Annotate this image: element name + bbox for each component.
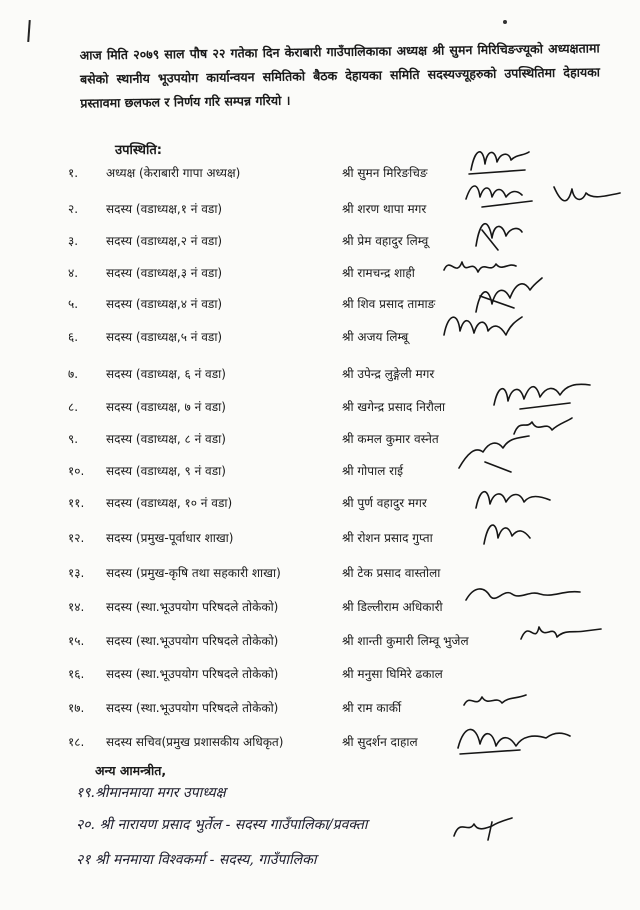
row-number: १. [68,166,79,180]
member-role: सदस्य (वडाध्यक्ष,४ नं वडा) [106,297,223,311]
ink-dot [503,20,507,24]
row-number: १५. [68,634,85,648]
row-number: १०. [68,464,85,478]
signature-10 [455,432,535,477]
member-role: सदस्य (प्रमुख-पूर्वाधार शाखा) [106,531,234,545]
member-role: सदस्य (वडाध्यक्ष,२ नं वडा) [106,234,223,248]
row-number: ४. [68,266,79,280]
member-role: सदस्य (स्था.भूउपयोग परिषदले तोकेको) [106,701,279,715]
member-name: श्री रामचन्द्र शाही [342,266,415,280]
signature-3 [468,210,528,255]
member-role: अध्यक्ष (केराबारी गापा अध्यक्ष) [106,166,241,180]
row-number: ११. [68,496,85,510]
member-name: श्री सुदर्शन दाहाल [342,735,418,749]
row-number: ८. [68,400,79,414]
row-number: ३. [68,234,79,248]
member-name: श्री पुर्ण वहादुर मगर [342,496,427,510]
signature-18 [450,718,575,763]
member-name: श्री शिव प्रसाद तामाङ [342,297,436,311]
row-number: १३. [68,566,85,580]
attendance-row [0,696,640,718]
signature-1 [465,140,535,180]
member-role: सदस्य (स्था.भूउपयोग परिषदले तोकेको) [106,667,279,681]
signature-17 [460,685,530,715]
member-name: श्री मनुसा घिमिरे ढकाल [342,667,443,681]
attendance-row [0,662,640,684]
signature-15 [515,615,605,650]
row-number: ६. [68,330,79,344]
member-name: श्री शरण थापा मगर [342,202,427,216]
attendance-heading: उपस्थिति: [115,143,162,158]
member-role: सदस्य (स्था.भूउपयोग परिषदले तोकेको) [106,600,279,614]
member-name: श्री कमल कुमार वस्नेत [342,432,439,446]
row-number: १८. [68,735,85,749]
member-name: श्री रोशन प्रसाद गुप्ता [342,531,433,545]
row-number: ९. [68,432,79,446]
attendance-row [0,229,640,251]
member-name: श्री टेक प्रसाद वास्तोला [342,566,441,580]
member-name: श्री अजय लिम्बू [342,330,409,344]
signature-12 [478,508,538,553]
invited-heading: अन्य आमन्त्रीत, [95,763,167,778]
member-role: सदस्य (स्था.भूउपयोग परिषदले तोकेको) [106,634,279,648]
row-number: ५. [68,297,79,311]
invited-entry: १९.श्रीमानमाया मगर उपाध्यक्ष [76,785,226,801]
member-role: सदस्य (वडाध्यक्ष, १० नं वडा) [106,496,233,510]
member-role: सदस्य (प्रमुख-कृषि तथा सहकारी शाखा) [106,566,281,580]
invited-entry: २०. श्री नारायण प्रसाद भुर्तेल - सदस्य गाउँपालिका/प्रवक्ता [76,817,368,833]
member-name: श्री उपेन्द्र लुङ्गेली मगर [342,367,435,381]
row-number: १२. [68,531,85,545]
member-name: श्री प्रेम वहादुर लिम्वू [342,234,429,248]
member-role: सदस्य (वडाध्यक्ष, ६ नं वडा) [106,367,226,381]
member-role: सदस्य (वडाध्यक्ष,३ नं वडा) [106,266,223,280]
row-number: १७. [68,701,85,715]
row-number: २. [68,202,79,216]
row-number: १४. [68,600,85,614]
margin-pen-mark [27,20,31,42]
member-name: श्री खगेन्द्र प्रसाद निरौला [342,400,446,414]
signature-20 [448,812,518,847]
member-name: श्री राम कार्की [342,701,402,715]
member-name: श्री डिल्लीराम अधिकारी [342,600,443,614]
member-role: सदस्य (वडाध्यक्ष, ८ नं वडा) [106,432,226,446]
row-number: ७. [68,367,79,381]
member-role: सदस्य (वडाध्यक्ष, ९ नं वडा) [106,464,226,478]
signature-14 [460,580,585,610]
member-role: सदस्य (वडाध्यक्ष,५ नं वडा) [106,330,223,344]
member-name: श्री शान्ती कुमारी लिम्वू भुजेल [342,634,469,648]
attendance-row [0,325,640,347]
signature-8 [490,375,595,415]
row-number: १६. [68,667,85,681]
member-role: सदस्य (वडाध्यक्ष,१ नं वडा) [106,202,223,216]
member-role: सदस्य (वडाध्यक्ष, ७ नं वडा) [106,400,226,414]
member-role: सदस्य सचिव(प्रमुख प्रशासकीय अधिकृत) [106,735,284,749]
member-name: श्री गोपाल राई [342,464,404,478]
invited-entry: २१ श्री मनमाया विश्वकर्मा - सदस्य, गाउँपालिका [76,852,317,868]
intro-paragraph: आज मिति २०७९ साल पौष २२ गतेका दिन केराबारी गाउँपालिकाका अध्यक्ष श्री सुमन मिरिचिङज्यूको अध्यक्षतामा बसेको स्थानीय भूउपयोग कार्यान्वयन समितिको बैठक देहायका समिति सदस्यज्यूहरुको उपस्थितिमा देहायका प्रस्तावमा छलफल र निर्णय गरि सम्पन्न गरियो । [79,40,601,111]
signature-6 [440,305,525,350]
attendance-row [0,526,640,548]
member-name: श्री सुमन मिरिङचिङ [342,166,428,180]
